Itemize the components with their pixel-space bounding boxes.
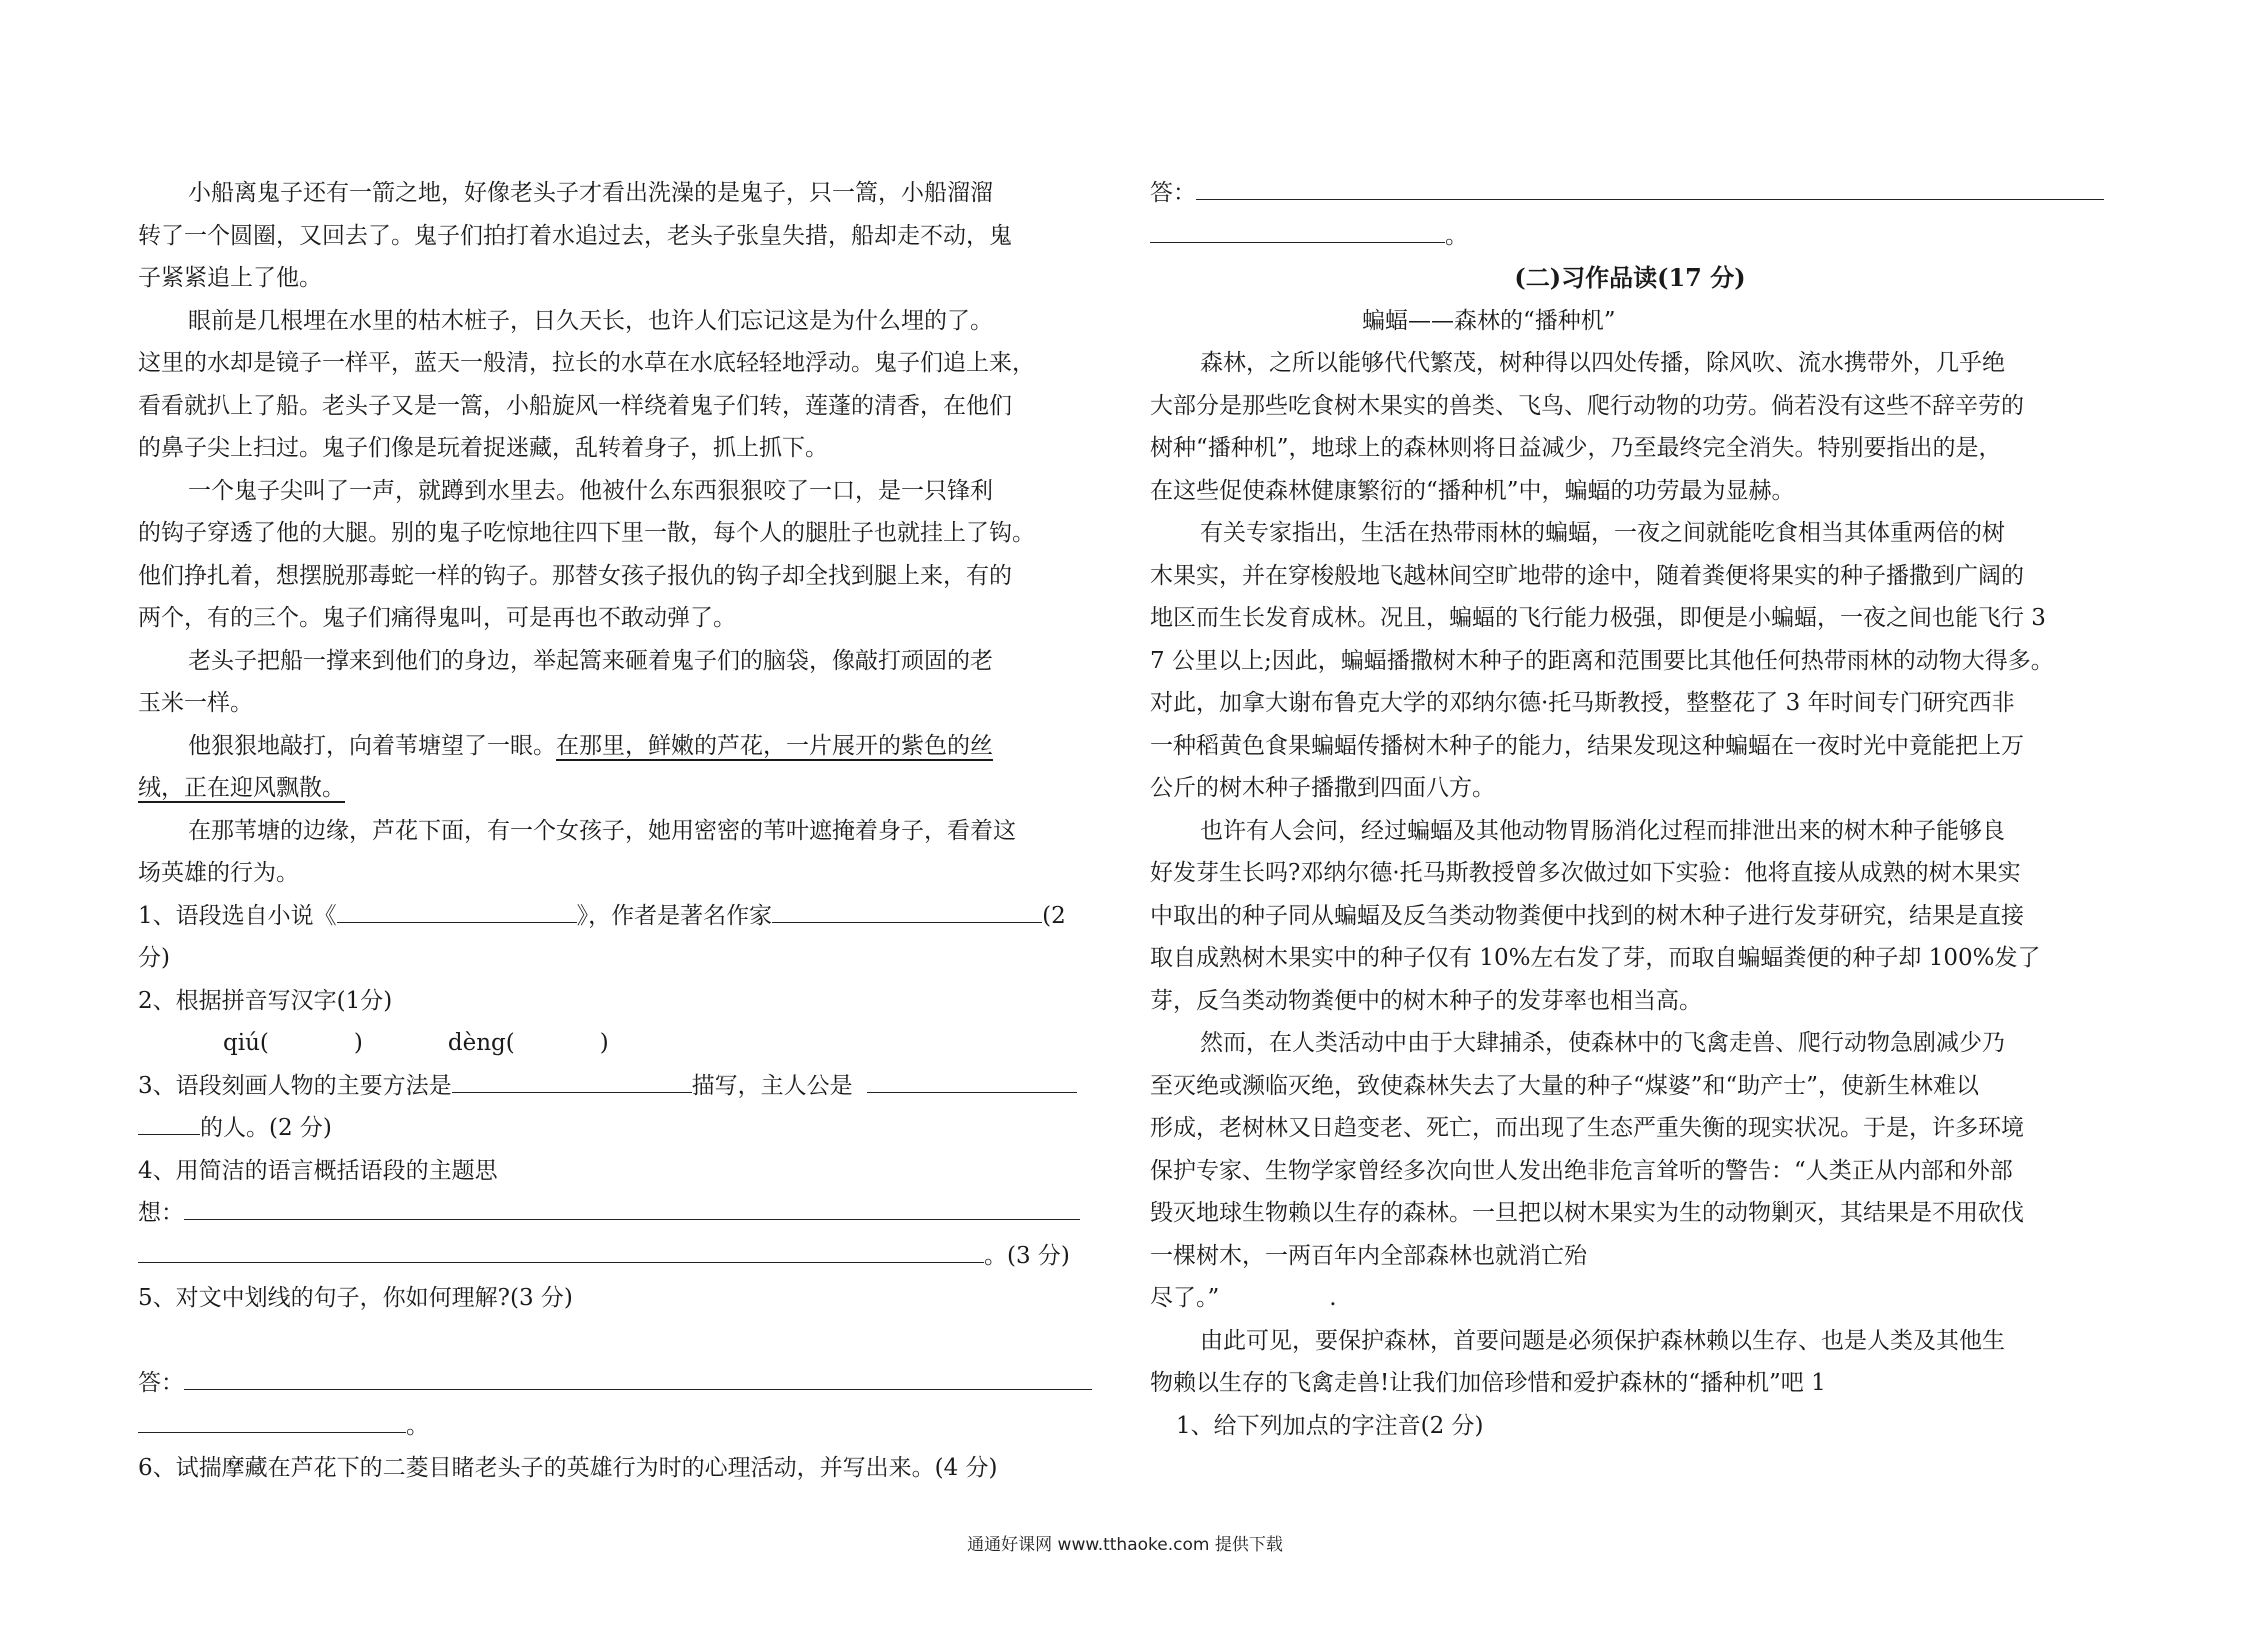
- answer-blank[interactable]: [1196, 172, 2104, 200]
- answer-blank[interactable]: [138, 1405, 406, 1433]
- question-text: 1、语段选自小说《: [138, 902, 337, 929]
- passage-text: 他狠狠地敲打，向着苇塘望了一眼。: [188, 732, 556, 759]
- passage-line: [138, 725, 1098, 768]
- article-line: 大部分是那些吃食树木果实的兽类、飞鸟、爬行动物的功劳。倘若没有这些不辞辛劳的: [1150, 392, 2024, 419]
- passage-line: 一个鬼子尖叫了一声，就蹲到水里去。他被什么东西狠狠咬了一口，是一只锋利: [188, 477, 993, 504]
- question-text: 》，作者是著名作家: [576, 902, 773, 929]
- article-line: 芽，反刍类动物粪便中的树木种子的发芽率也相当高。: [1150, 987, 1702, 1014]
- answer-label: 答：: [138, 1370, 184, 1396]
- section-title: (二)习作品读(17 分): [1514, 263, 1746, 292]
- article-line: 一种稻黄色食果蝙蝠传播树木种子的能力，结果发现这种蝙蝠在一夜时光中竟能把上万: [1150, 732, 2024, 759]
- article-line: 地区而生长发育成林。况且，蝙蝠的飞行能力极强，即便是小蝙蝠，一夜之间也能飞行 3: [1150, 605, 2046, 631]
- article-line: 有关专家指出，生活在热带雨林的蝙蝠，一夜之间就能吃食相当其体重两倍的树: [1200, 520, 2005, 546]
- question-1-points: 分): [138, 945, 170, 971]
- question-6: 6、试揣摩藏在芦花下的二菱目睹老头子的英雄行为时的心理活动，并写出来。(4 分): [138, 1455, 998, 1481]
- underlined-sentence: 绒，正在迎风飘散。: [138, 775, 345, 801]
- article-line: 公斤的树木种子播撒到四面八方。: [1150, 775, 1495, 801]
- article-line: 7 公里以上;因此，蝙蝠播撒树木种子的距离和范围要比其他任何热带雨林的动物大得多。: [1150, 647, 2054, 674]
- article-line: 然而，在人类活动中由于大肆捕杀，使森林中的飞禽走兽、爬行动物急剧减少乃: [1200, 1030, 2005, 1056]
- article-line: 物赖以生存的飞禽走兽!让我们加倍珍惜和爱护森林的“播种机”吧 1: [1150, 1370, 1826, 1396]
- answer-blank[interactable]: [138, 1235, 984, 1263]
- question-2: 2、根据拼音写汉字(1分): [138, 987, 393, 1014]
- article-line: [1150, 1277, 2110, 1320]
- question-3-cont: [138, 1107, 1098, 1150]
- answer-blank[interactable]: [184, 1192, 1080, 1220]
- article-line: 取自成熟树木果实中的种子仅有 10%左右发了芽，而取自蝙蝠粪便的种子却 100%发了: [1150, 945, 2041, 971]
- article-line: 好发芽生长吗?邓纳尔德·托马斯教授曾多次做过如下实验：他将直接从成熟的树木果实: [1150, 860, 2021, 886]
- answer-line: [1150, 172, 2110, 215]
- period: 。: [406, 1412, 429, 1439]
- bracket: ): [599, 1030, 609, 1056]
- answer-blank[interactable]: [184, 1362, 1092, 1390]
- question-text: 想：: [138, 1200, 184, 1226]
- question-5: 5、对文中划线的句子，你如何理解?(3 分): [138, 1285, 573, 1311]
- passage-line: 老头子把船一撑来到他们的身边，举起篙来砸着鬼子们的脑袋，像敲打顽固的老: [188, 647, 993, 674]
- passage-line: 的鼻子尖上扫过。鬼子们像是玩着捉迷藏，乱转着身子，抓上抓下。: [138, 435, 828, 461]
- question-text: 的人。(2 分): [200, 1115, 332, 1141]
- question-points: 。(3 分): [984, 1242, 1070, 1269]
- question-3: [138, 1065, 1098, 1108]
- passage-line: 这里的水却是镜子一样平，蓝天一般清，拉长的水草在水底轻轻地浮动。鬼子们追上来，: [138, 350, 1035, 376]
- article-text: 尽了。”: [1150, 1285, 1220, 1311]
- article-line: 形成，老树林又日趋变老、死亡，而出现了生态严重失衡的现实状况。于是，许多环境: [1150, 1115, 2024, 1141]
- passage-line: [138, 767, 1098, 810]
- article-line: 一棵树木，一两百年内全部森林也就消亡殆: [1150, 1242, 1587, 1269]
- passage-line: 场英雄的行为。: [138, 860, 299, 886]
- answer-label: 答：: [1150, 180, 1196, 206]
- pinyin-text: qiú(: [223, 1030, 269, 1056]
- passage-line: 子紧紧追上了他。: [138, 265, 322, 291]
- passage-line: 小船离鬼子还有一箭之地，好像老头子才看出洗澡的是鬼子，只一篙，小船溜溜: [188, 180, 993, 206]
- passage-line: 的钩子穿透了他的大腿。别的鬼子吃惊地往四下里一散，每个人的腿肚子也就挂上了钩。: [138, 520, 1035, 546]
- article-line: 中取出的种子同从蝙蝠及反刍类动物粪便中找到的树木种子进行发芽研究，结果是直接: [1150, 902, 2024, 929]
- question-4: 4、用简洁的语言概括语段的主题思: [138, 1157, 498, 1184]
- passage-line: 在那苇塘的边缘，芦花下面，有一个女孩子，她用密密的苇叶遮掩着身子，看着这: [188, 817, 1016, 844]
- answer-blank[interactable]: [1150, 215, 1445, 243]
- question-4-cont: [138, 1235, 1098, 1278]
- stray-dot: .: [1329, 1285, 1337, 1311]
- answer-blank[interactable]: [452, 1065, 692, 1093]
- question-5-answer: [138, 1362, 1098, 1405]
- period: 。: [1445, 222, 1468, 249]
- article-line: 至灭绝或濒临灭绝，致使森林失去了大量的种子“煤婆”和“助产士”，使新生林难以: [1150, 1072, 1980, 1099]
- question-1: [138, 895, 1098, 938]
- footer-credit: 通通好课网 www.tthaoke.com 提供下载: [967, 1535, 1283, 1555]
- article-line: 在这些促使森林健康繁衍的“播种机”中，蝙蝠的功劳最为显赫。: [1150, 477, 1795, 504]
- article-line: 木果实，并在穿梭般地飞越林间空旷地带的途中，随着粪便将果实的种子播撒到广阔的: [1150, 562, 2024, 589]
- spacer: [138, 1320, 1098, 1363]
- right-column: [1150, 172, 2110, 1447]
- question-text: 描写，主人公是: [691, 1072, 853, 1099]
- article-line: 对此，加拿大谢布鲁克大学的邓纳尔德·托马斯教授，整整花了 3 年时间专门研究西非: [1150, 690, 2015, 716]
- question-1-right: 1、给下列加点的字注音(2 分): [1176, 1412, 1484, 1439]
- article-title: 蝙蝠——森林的“播种机”: [1362, 307, 1616, 334]
- pinyin-text: dèng(: [447, 1030, 515, 1056]
- article-line: 保护专家、生物学家曾经多次向世人发出绝非危言耸听的警告：“人类正从内部和外部: [1150, 1157, 2013, 1184]
- pinyin-row: [138, 1022, 1098, 1065]
- passage-line: 玉米一样。: [138, 690, 253, 716]
- passage-line: 眼前是几根埋在水里的枯木桩子，日久天长，也许人们忘记这是为什么埋的了。: [188, 307, 993, 334]
- left-column: [138, 172, 1098, 1490]
- article-line: 森林，之所以能够代代繁茂，树种得以四处传播，除风吹、流水携带外，几乎绝: [1200, 350, 2005, 376]
- underlined-sentence: 在那里，鲜嫩的芦花，一片展开的紫色的丝: [556, 732, 993, 759]
- question-5-answer-cont: [138, 1405, 1098, 1448]
- passage-line: 他们挣扎着，想摆脱那毒蛇一样的钩子。那替女孩子报仇的钩子却全找到腿上来，有的: [138, 562, 1012, 589]
- question-4-cont: [138, 1192, 1098, 1235]
- answer-line-cont: [1150, 215, 2110, 258]
- article-line: 也许有人会问，经过蝙蝠及其他动物胃肠消化过程而排泄出来的树木种子能够良: [1200, 817, 2005, 844]
- article-line: 树种“播种机”，地球上的森林则将日益减少，乃至最终完全消失。特别要指出的是，: [1150, 435, 2002, 461]
- passage-line: 转了一个圆圈，又回去了。鬼子们拍打着水追过去，老头子张皇失措，船却走不动，鬼: [138, 222, 1012, 249]
- question-text: 3、语段刻画人物的主要方法是: [138, 1072, 452, 1099]
- bracket: ): [353, 1030, 363, 1056]
- answer-blank[interactable]: [337, 895, 577, 923]
- passage-line: 两个，有的三个。鬼子们痛得鬼叫，可是再也不敢动弹了。: [138, 605, 736, 631]
- answer-blank[interactable]: [138, 1107, 200, 1135]
- article-line: 由此可见，要保护森林，首要问题是必须保护森林赖以生存、也是人类及其他生: [1200, 1327, 2005, 1354]
- answer-blank[interactable]: [867, 1065, 1077, 1093]
- question-points: (2: [1042, 902, 1066, 929]
- article-line: 毁灭地球生物赖以生存的森林。一旦把以树木果实为生的动物剿灭，其结果是不用砍伐: [1150, 1200, 2024, 1226]
- answer-blank[interactable]: [772, 895, 1042, 923]
- passage-line: 看看就扒上了船。老头子又是一篙，小船旋风一样绕着鬼子们转，莲蓬的清香，在他们: [138, 392, 1012, 419]
